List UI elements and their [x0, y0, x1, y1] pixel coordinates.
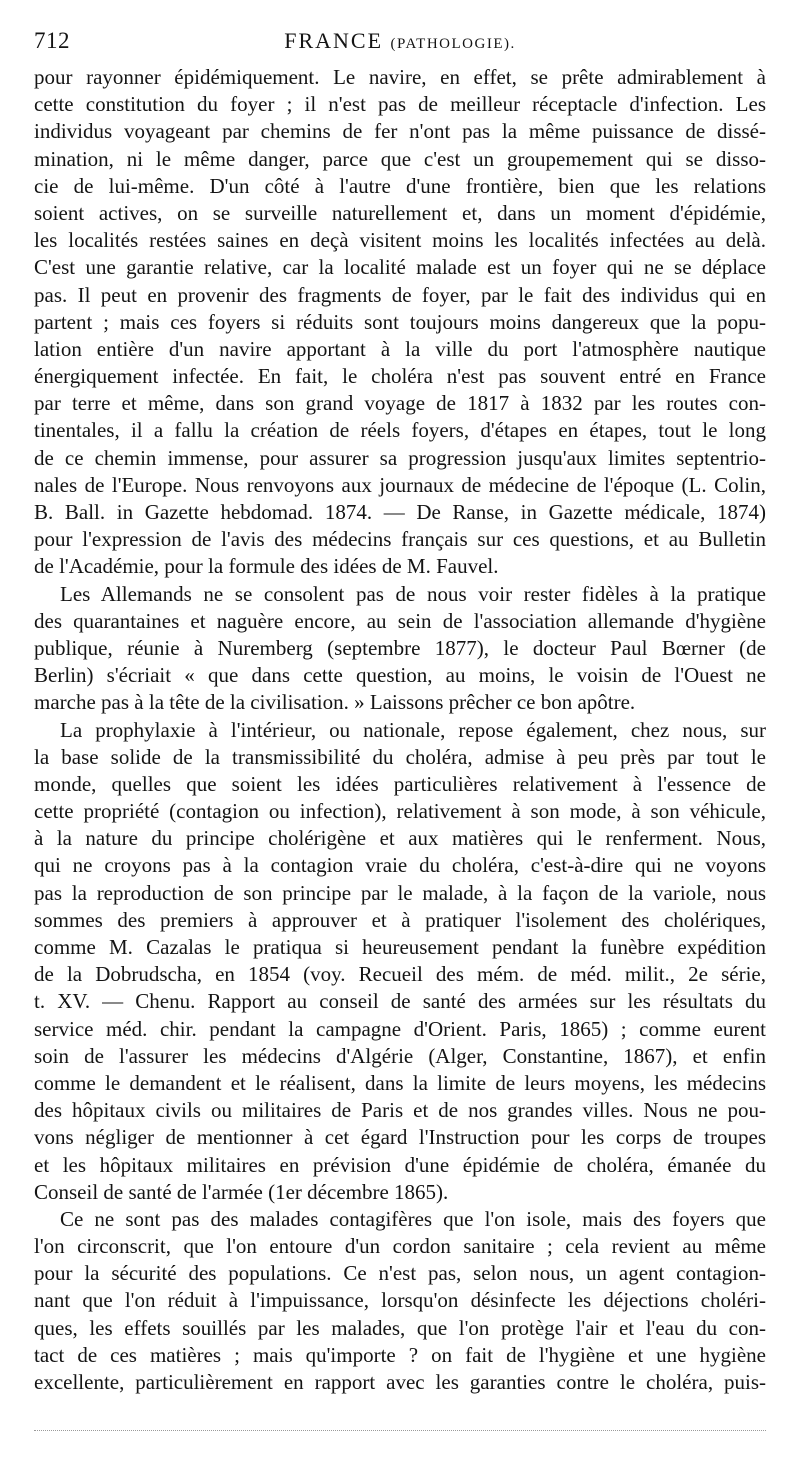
text-line: soient actives, on se surveille naturellement et, dans un moment d'épidémie,	[34, 200, 766, 225]
text-line: B. Ball. in Gazette hebdomad. 1874. — De Ranse, in Gazette médicale, 1874)	[34, 500, 766, 524]
text-line: pas la reproduction de son principe par le malade, à la façon de la variole, nous	[34, 880, 766, 905]
text-line: service méd. chir. pendant la campagne d'Orient. Paris, 1865) ; comme eurent	[34, 1016, 766, 1041]
text-line: sommes des premiers à approuver et à pratiquer l'isolement des cholériques,	[34, 907, 766, 932]
text-line: ques, les effets souillés par les malades, que l'on protège l'air et l'eau du con-	[34, 1315, 766, 1340]
text-line: tact de ces matières ; mais qu'importe ? on fait de l'hygiène et une hygiène	[34, 1342, 766, 1367]
text-line: Conseil de santé de l'armée (1er décembre 1865).	[34, 1179, 449, 1204]
page-header	[34, 28, 766, 58]
text-line: soin de l'assurer les médecins d'Algérie (Alger, Constantine, 1867), et enfin	[34, 1043, 766, 1068]
text-line: cie de lui-même. D'un côté à l'autre d'une frontière, bien que les relations	[34, 173, 766, 198]
text-line: individus voyageant par chemins de fer n'ont pas la même puissance de dissé-	[34, 119, 766, 144]
text-line: pour rayonner épidémiquement. Le navire, en effet, se prête admirablement à	[34, 65, 766, 89]
text-line: énergiquement infectée. En fait, le choléra n'est pas souvent entré en France	[34, 364, 766, 389]
text-line: publique, réunie à Nuremberg (septembre 1877), le docteur Paul Bœrner (de	[34, 635, 766, 660]
page-number: 712	[34, 28, 70, 53]
page-body-text	[34, 64, 766, 1396]
text-line: comme le demandent et le réalisent, dans la limite de leurs moyens, les médecins	[34, 1070, 766, 1095]
text-line: lation entière d'un navire apportant à la ville du port l'atmosphère nautique	[34, 336, 766, 361]
text-line: des hôpitaux civils ou militaires de Paris et de nos grandes villes. Nous ne pou-	[34, 1098, 766, 1123]
text-line: Les Allemands ne se consolent pas de nous voir rester fidèles à la pratique	[60, 581, 766, 606]
text-line: et les hôpitaux militaires en prévision d'une épidémie de choléra, émanée du	[34, 1152, 766, 1177]
text-line: pour l'expression de l'avis des médecins français sur ces questions, et au Bulletin	[34, 527, 766, 552]
text-line: l'on circonscrit, que l'on entoure d'un cordon sanitaire ; cela revient au même	[34, 1234, 766, 1259]
text-line: cette constitution du foyer ; il n'est pas de meilleur réceptacle d'infection. Les	[34, 92, 766, 117]
text-line: partent ; mais ces foyers si réduits sont toujours moins dangereux que la popu-	[34, 309, 766, 334]
text-line: nant que l'on réduit à l'impuissance, lorsqu'on désinfecte les déjections choléri-	[34, 1288, 766, 1313]
text-line: comme M. Cazalas le pratiqua si heureusement pendant la funèbre expédition	[34, 935, 766, 959]
footer-rule	[34, 1430, 766, 1431]
text-line: qui ne croyons pas à la contagion vraie du choléra, c'est-à-dire qui ne voyons	[34, 853, 766, 878]
text-line: t. XV. — Chenu. Rapport au conseil de santé des armées sur les résultats du	[34, 989, 766, 1014]
text-line: nales de l'Europe. Nous renvoyons aux journaux de médecine de l'époque (L. Colin,	[34, 472, 766, 497]
text-line: mination, ni le même danger, parce que c'est un groupemement qui se disso-	[34, 146, 766, 171]
text-line: tinentales, il a fallu la création de réels foyers, d'étapes en étapes, tout le long	[34, 418, 766, 443]
text-line: la base solide de la transmissibilité du choléra, admise à peu près par tout le	[34, 744, 766, 769]
text-line: C'est une garantie relative, car la localité malade est un foyer qui ne se déplace	[34, 255, 766, 280]
text-line: à la nature du principe cholérigène et aux matières qui le renferment. Nous,	[34, 826, 766, 851]
text-line: de l'Académie, pour la formule des idées de M. Fauvel.	[34, 554, 499, 579]
running-head	[34, 28, 766, 54]
text-line: de ce chemin immense, pour assurer sa progression jusqu'aux limites septentrio-	[34, 445, 766, 470]
text-line: marche pas à la tête de la civilisation. » Laissons prêcher ce bon apôtre.	[34, 690, 636, 715]
text-line: par terre et même, dans son grand voyage de 1817 à 1832 par les routes con-	[34, 391, 766, 416]
text-line: Ce ne sont pas des malades contagifères que l'on isole, mais des foyers que	[60, 1206, 766, 1231]
text-line: pas. Il peut en provenir des fragments de foyer, par le fait des individus qui en	[34, 282, 766, 307]
text-line: des quarantaines et naguère encore, au sein de l'association allemande d'hygiène	[34, 608, 766, 633]
text-line: les localités restées saines en deçà visitent moins les localités infectées au delà.	[34, 228, 766, 253]
text-line: vons négliger de mentionner à cet égard l'Instruction pour les corps de troupes	[34, 1125, 766, 1150]
text-line: de la Dobrudscha, en 1854 (voy. Recueil des mém. de méd. milit., 2e série,	[34, 962, 766, 987]
text-line: cette propriété (contagion ou infection), relativement à son mode, à son véhicule,	[34, 799, 766, 824]
running-head-title: FRANCE	[284, 28, 384, 53]
text-line: monde, quelles que soient les idées particulières relativement à l'essence de	[34, 771, 766, 796]
text-line: La prophylaxie à l'intérieur, ou nationale, repose également, chez nous, sur	[60, 717, 766, 742]
text-line: excellente, particulièrement en rapport avec les garanties contre le choléra, puis-	[34, 1370, 766, 1394]
text-line: pour la sécurité des populations. Ce n'est pas, selon nous, un agent contagion-	[34, 1261, 766, 1286]
text-line: Berlin) s'écriait « que dans cette question, au moins, le voisin de l'Ouest ne	[34, 663, 766, 688]
running-head-subtitle: (PATHOLOGIE).	[390, 36, 516, 52]
